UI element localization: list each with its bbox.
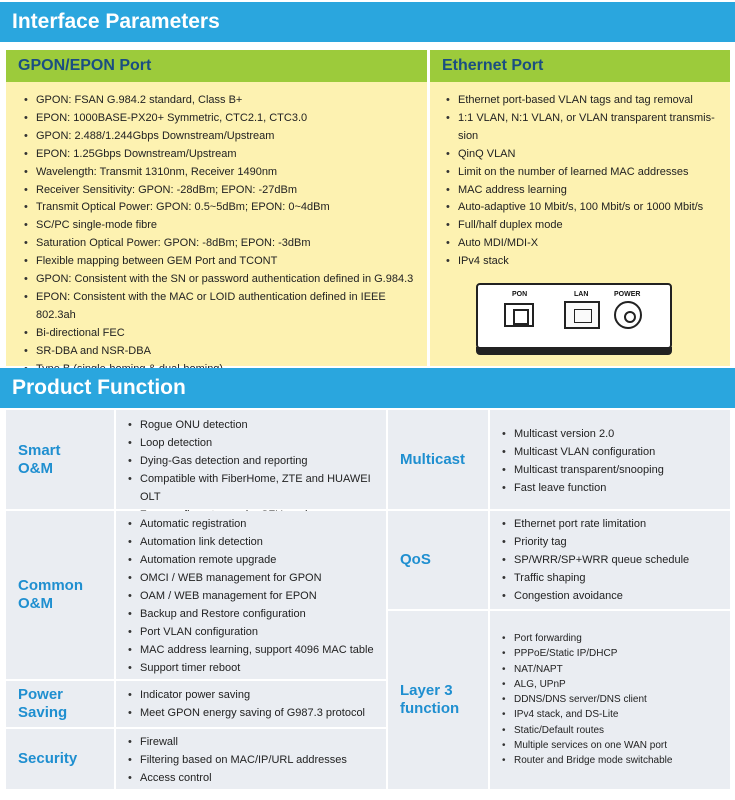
interface-parameters-title: Interface Parameters — [0, 2, 735, 42]
label-line: QoS — [400, 551, 431, 568]
layer3-label — [388, 611, 488, 789]
ethernet-list — [444, 92, 726, 271]
list-item: • Traffic shaping — [500, 569, 689, 587]
list-item: • Static/Default routes — [500, 723, 672, 738]
multicast-label — [388, 410, 488, 509]
gpon-epon-panel — [6, 82, 427, 366]
label-line: Saving — [18, 704, 68, 721]
list-item: • Support timer reboot — [126, 659, 374, 677]
list-item: • Flexible mapping between GEM Port and TCONT — [22, 253, 422, 271]
common-om-label — [6, 511, 114, 679]
security-label — [6, 729, 114, 789]
list-item: • GPON: 2.488/1.244Gbps Downstream/Upstream — [22, 128, 422, 146]
label-line: Multicast — [400, 450, 466, 468]
list-item: • Backup and Restore configuration — [126, 605, 374, 623]
power-saving-items — [116, 681, 386, 727]
list-item: • Automatic registration — [126, 515, 374, 533]
list-item: • Transmit Optical Power: GPON: 0.5~5dBm; EPON: 0~4dBm — [22, 199, 422, 217]
list-item: • EPON: 1.25Gbps Downstream/Upstream — [22, 146, 422, 164]
list-item: • Auto-adaptive 10 Mbit/s, 100 Mbit/s or 1000 Mbit/s — [444, 199, 726, 217]
list-item: • Multicast VLAN configuration — [500, 443, 664, 461]
list-item: • MAC address learning, support 4096 MAC table — [126, 641, 374, 659]
pon-port-label: PON — [512, 291, 528, 298]
list-item: • Wavelength: Transmit 1310nm, Receiver 1490nm — [22, 164, 422, 182]
list-item: • OAM / WEB management for EPON — [126, 587, 374, 605]
list-item: • Loop detection — [126, 434, 386, 452]
ethernet-panel — [430, 82, 730, 366]
label-line: O&M — [18, 595, 53, 612]
list-item: • DDNS/DNS server/DNS client — [500, 692, 672, 707]
onu-device-illustration — [476, 283, 672, 349]
list-item: • ALG, UPnP — [500, 677, 672, 692]
sc-fiber-port-icon — [504, 303, 534, 327]
list-item: • Meet GPON energy saving of G987.3 protocol — [126, 704, 365, 722]
product-function-title: Product Function — [0, 368, 735, 408]
list-item: • Port forwarding — [500, 631, 672, 646]
common-om-items — [116, 511, 386, 679]
list-item: • PPPoE/Static IP/DHCP — [500, 646, 672, 661]
power-port-label: POWER — [614, 291, 641, 298]
label-line: O&M — [18, 459, 53, 477]
list-item: • Multicast transparent/snooping — [500, 461, 664, 479]
list-item: • SP/WRR/SP+WRR queue schedule — [500, 551, 689, 569]
list-item: • Automation link detection — [126, 533, 374, 551]
list-item: • Router and Bridge mode switchable — [500, 753, 672, 768]
label-line: Smart — [18, 441, 61, 459]
ethernet-port-heading: Ethernet Port — [430, 50, 730, 82]
list-item: • Auto MDI/MDI-X — [444, 235, 726, 253]
lan-port-label: LAN — [574, 291, 589, 298]
list-item: • Bi-directional FEC — [22, 325, 422, 343]
list-item: • Ethernet port-based VLAN tags and tag removal — [444, 92, 726, 110]
list-item: • IPv4 stack, and DS-Lite — [500, 707, 672, 722]
list-item: • Access control — [126, 769, 347, 787]
list-item: • Indicator power saving — [126, 686, 365, 704]
list-item: • Firewall — [126, 733, 347, 751]
list-item: • 1:1 VLAN, N:1 VLAN, or VLAN transparent transmis-sion — [444, 110, 726, 146]
qos-items — [490, 511, 730, 609]
list-item: • Limit on the number of learned MAC addresses — [444, 164, 726, 182]
list-item: • Port VLAN configuration — [126, 623, 374, 641]
list-item: • Multicast version 2.0 — [500, 425, 664, 443]
list-item: • Multiple services on one WAN port — [500, 738, 672, 753]
label-line: Power — [18, 686, 64, 703]
label-line: Common — [18, 577, 83, 594]
list-item: • Dying-Gas detection and reporting — [126, 452, 386, 470]
list-item: • GPON: FSAN G.984.2 standard, Class B+ — [22, 92, 422, 110]
label-line: Layer 3 — [400, 682, 453, 699]
list-item: • Automation remote upgrade — [126, 551, 374, 569]
list-item: • QinQ VLAN — [444, 146, 726, 164]
power-saving-label — [6, 681, 114, 727]
list-item: • Ethernet port rate limitation — [500, 515, 689, 533]
qos-label — [388, 511, 488, 609]
multicast-items — [490, 410, 730, 509]
list-item: • Priority tag — [500, 533, 689, 551]
label-line: function — [400, 700, 460, 717]
smart-om-label — [6, 410, 114, 509]
security-items — [116, 729, 386, 789]
label-line: Security — [18, 750, 78, 767]
layer3-items — [490, 611, 730, 789]
list-item: • SR-DBA and NSR-DBA — [22, 343, 422, 361]
list-item: • GPON: Consistent with the SN or password authentication defined in G.984.3 — [22, 271, 422, 289]
gpon-epon-port-heading: GPON/EPON Port — [6, 50, 427, 82]
list-item: • Receiver Sensitivity: GPON: -28dBm; EPON: -27dBm — [22, 182, 422, 200]
list-item: • SC/PC single-mode fibre — [22, 217, 422, 235]
list-item: • Fast leave function — [500, 479, 664, 497]
list-item: • OMCI / WEB management for GPON — [126, 569, 374, 587]
list-item: • NAT/NAPT — [500, 662, 672, 677]
list-item: • Filtering based on MAC/IP/URL addresses — [126, 751, 347, 769]
rj45-port-icon — [564, 301, 600, 329]
list-item: • IPv4 stack — [444, 253, 726, 271]
list-item: • EPON: Consistent with the MAC or LOID authentication defined in IEEE 802.3ah — [22, 289, 422, 325]
power-jack-icon — [614, 301, 642, 329]
list-item: • Compatible with FiberHome, ZTE and HUAWEI OLT — [126, 470, 386, 506]
list-item: • Rogue ONU detection — [126, 416, 386, 434]
list-item: • MAC address learning — [444, 182, 726, 200]
gpon-epon-list — [22, 92, 422, 379]
list-item: • EPON: 1000BASE-PX20+ Symmetric, CTC2.1, CTC3.0 — [22, 110, 422, 128]
list-item: • Saturation Optical Power: GPON: -8dBm; EPON: -3dBm — [22, 235, 422, 253]
list-item: • Congestion avoidance — [500, 587, 689, 605]
list-item: • Full/half duplex mode — [444, 217, 726, 235]
smart-om-items — [116, 410, 386, 509]
